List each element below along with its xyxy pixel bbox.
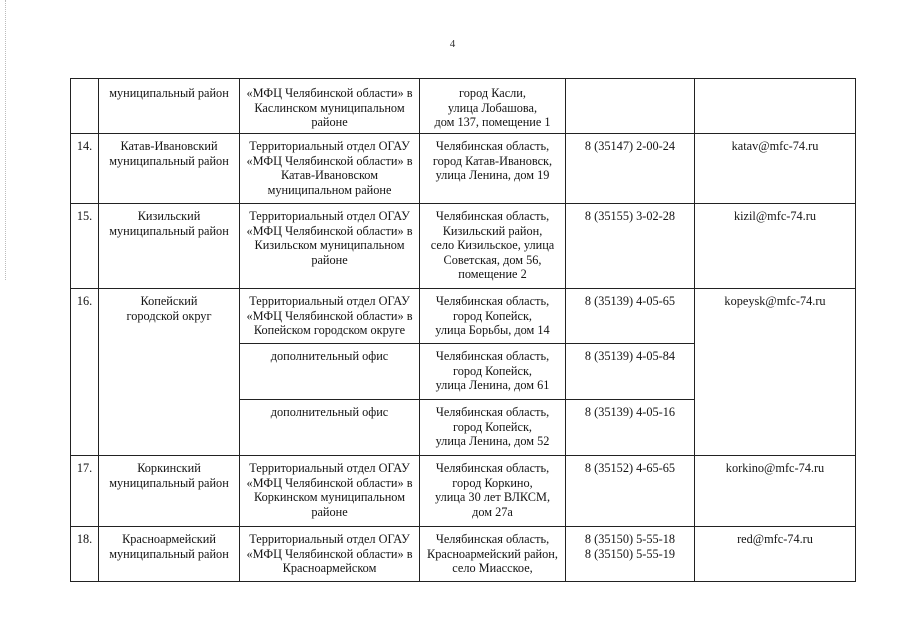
phone-cell	[566, 527, 695, 582]
email-cell	[695, 456, 856, 527]
row-number: 18.	[76, 532, 93, 546]
organization-name: Территориальный отдел ОГАУ «МФЦ Челябинской области» в Катав-Ивановском муниципальном районе	[246, 139, 413, 197]
table-row	[71, 456, 856, 527]
row-number: 14.	[76, 139, 93, 153]
table-row	[71, 134, 856, 204]
phone-cell	[566, 400, 695, 456]
phone: 8 (35139) 4-05-84	[584, 349, 676, 363]
organization-name: Территориальный отдел ОГАУ «МФЦ Челябинской области» в Красноармейском	[246, 532, 413, 575]
phone-cell	[566, 456, 695, 527]
address-cell	[420, 400, 566, 456]
phone: 8 (35150) 5-55-18 8 (35150) 5-55-19	[584, 532, 676, 561]
address: Челябинская область, город Копейск, улица Борьбы, дом 14	[435, 294, 550, 337]
row-number-cell	[71, 289, 99, 456]
phone: 8 (35147) 2-00-24	[584, 139, 676, 153]
district-name: Катав-Ивановский муниципальный район	[109, 139, 229, 168]
row-number: 17.	[76, 461, 93, 475]
organization-cell	[240, 79, 420, 134]
address-cell	[420, 344, 566, 400]
organization-name: дополнительный офис	[270, 405, 389, 419]
email: kizil@mfc-74.ru	[733, 209, 816, 223]
district-cell	[99, 456, 240, 527]
address: Челябинская область, город Коркино, улица 30 лет ВЛКСМ, дом 27а	[434, 461, 551, 519]
email: korkino@mfc-74.ru	[725, 461, 825, 475]
organization-cell	[240, 289, 420, 344]
email-cell	[695, 134, 856, 204]
email-cell	[695, 204, 856, 289]
district-cell	[99, 79, 240, 134]
table-row	[71, 204, 856, 289]
email-cell	[695, 527, 856, 582]
phone-cell	[566, 289, 695, 344]
address: Челябинская область, Кизильский район, село Кизильское, улица Советская, дом 56, помещение 2	[430, 209, 555, 281]
district-cell	[99, 134, 240, 204]
phone: 8 (35139) 4-05-16	[584, 405, 676, 419]
page-number: 4	[449, 38, 456, 50]
district-cell	[99, 289, 240, 456]
address: Челябинская область, город Копейск, улица Ленина, дом 52	[435, 405, 550, 448]
organization-name: «МФЦ Челябинской области» в Каслинском муниципальном районе	[246, 86, 413, 129]
district-cell	[99, 527, 240, 582]
address: Челябинская область, город Катав-Ивановск, улица Ленина, дом 19	[432, 139, 553, 182]
phone-cell	[566, 79, 695, 134]
address: город Касли, улица Лобашова, дом 137, помещение 1	[434, 86, 551, 129]
district-name: Коркинский муниципальный район	[109, 461, 229, 490]
phone-cell	[566, 204, 695, 289]
row-number-cell	[71, 456, 99, 527]
address-cell	[420, 134, 566, 204]
organization-cell	[240, 400, 420, 456]
address-cell	[420, 456, 566, 527]
email: kopeysk@mfc-74.ru	[724, 294, 826, 308]
row-number: 15.	[76, 209, 93, 223]
organization-cell	[240, 204, 420, 289]
address-cell	[420, 79, 566, 134]
address-cell	[420, 527, 566, 582]
mfc-registry-table	[70, 78, 856, 582]
organization-cell	[240, 456, 420, 527]
organization-name: Территориальный отдел ОГАУ «МФЦ Челябинской области» в Коркинском муниципальном районе	[246, 461, 413, 519]
organization-cell	[240, 134, 420, 204]
organization-cell	[240, 344, 420, 400]
organization-name: Территориальный отдел ОГАУ «МФЦ Челябинской области» в Копейском городском округе	[246, 294, 413, 337]
district-name: Красноармейский муниципальный район	[109, 532, 229, 561]
phone: 8 (35155) 3-02-28	[584, 209, 676, 223]
organization-cell	[240, 527, 420, 582]
district-name: Кизильский муниципальный район	[109, 209, 229, 238]
row-number-cell	[71, 204, 99, 289]
row-number-cell	[71, 527, 99, 582]
phone-cell	[566, 134, 695, 204]
address-cell	[420, 289, 566, 344]
email-cell	[695, 79, 856, 134]
table-row	[71, 289, 856, 344]
email: red@mfc-74.ru	[737, 532, 813, 546]
table-row	[71, 79, 856, 134]
address: Челябинская область, город Копейск, улица Ленина, дом 61	[435, 349, 550, 392]
email: katav@mfc-74.ru	[731, 139, 819, 153]
district-cell	[99, 204, 240, 289]
organization-name: дополнительный офис	[270, 349, 389, 363]
organization-name: Территориальный отдел ОГАУ «МФЦ Челябинской области» в Кизильском муниципальном районе	[246, 209, 413, 267]
email-cell	[695, 289, 856, 456]
table-row	[71, 527, 856, 582]
address-cell	[420, 204, 566, 289]
phone-cell	[566, 344, 695, 400]
phone: 8 (35152) 4-65-65	[584, 461, 676, 475]
row-number-cell	[71, 79, 99, 134]
district-name: муниципальный район	[109, 86, 229, 100]
district-name: Копейский городской округ	[126, 294, 212, 323]
address: Челябинская область, Красноармейский район, село Миасское,	[427, 532, 558, 575]
row-number: 16.	[76, 294, 93, 308]
phone: 8 (35139) 4-05-65	[584, 294, 676, 308]
row-number-cell	[71, 134, 99, 204]
